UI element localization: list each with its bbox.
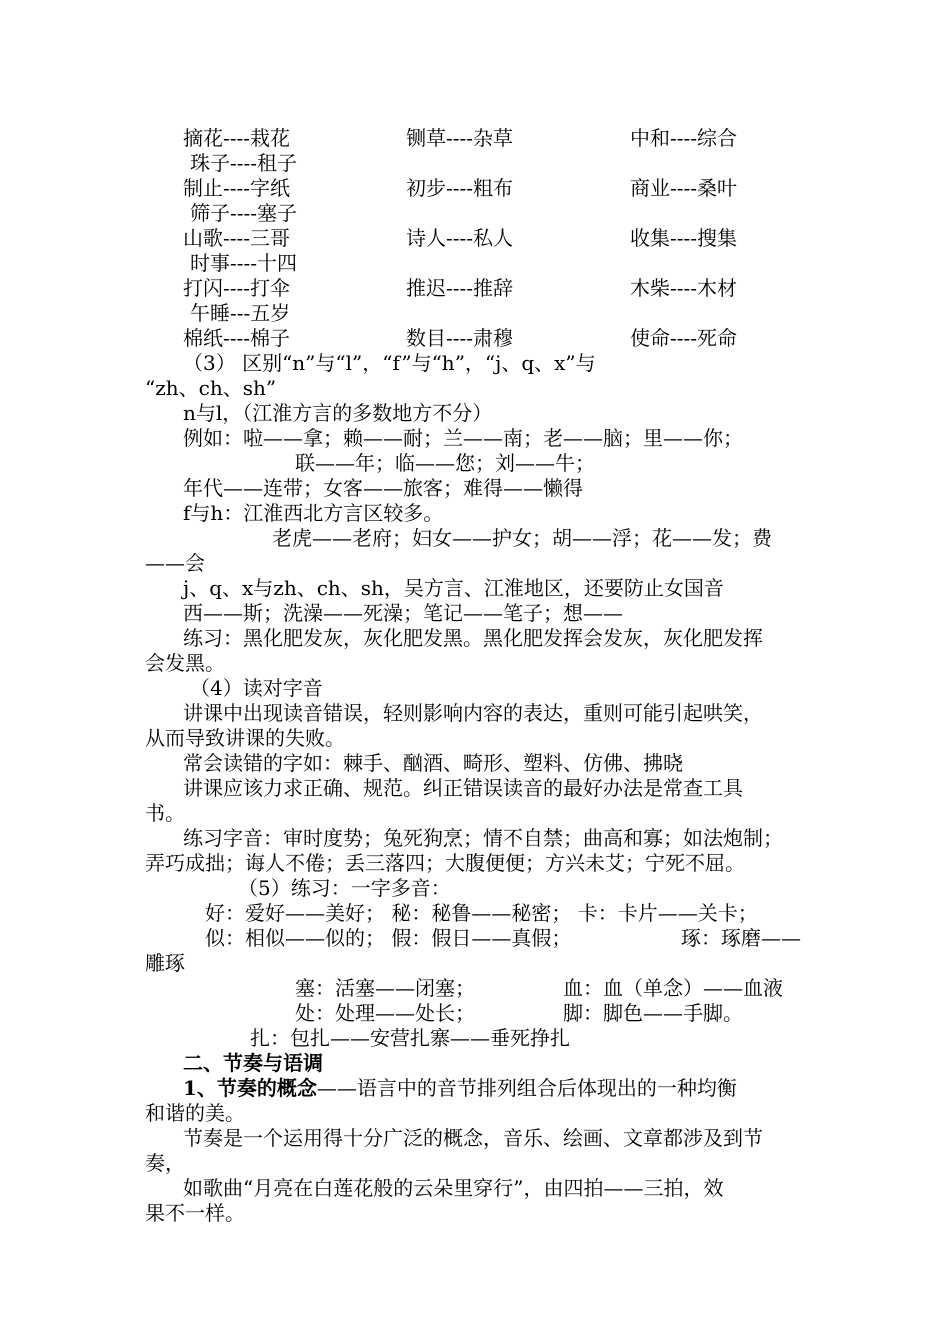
text-line: 西——斯；洗澡——死澡；笔记——笔子；想—— <box>183 601 623 625</box>
text-line: 弄巧成拙；诲人不倦；丢三落四；大腹便便；方兴未艾；宁死不屈。 <box>145 851 745 875</box>
text-line: 和谐的美。 <box>145 1101 245 1125</box>
word-pair: 数目----肃穆 <box>406 326 514 350</box>
text-line: 雕琢 <box>145 951 185 975</box>
text-line: 节奏是一个运用得十分广泛的概念，音乐、绘画、文章都涉及到节 <box>183 1126 763 1150</box>
text-line: ——会 <box>145 551 205 575</box>
word-pair: 棉纸----棉子 <box>183 326 291 350</box>
concept-definition: ——语言中的音节排列组合后体现出的一种均衡 <box>316 1076 737 1100</box>
text-line: 处：处理——处长； <box>295 1001 475 1025</box>
text-line: “zh、ch、sh” <box>145 376 277 400</box>
text-line: 果不一样。 <box>145 1201 245 1225</box>
word-pair: 商业----桑叶 <box>630 176 738 200</box>
text-line: 老虎——老府；妇女——护女；胡——浮；花——发；费 <box>272 526 772 550</box>
word-pair: 时事----十四 <box>190 251 298 275</box>
text-line: 书。 <box>145 801 185 825</box>
section-heading: 二、节奏与语调 <box>183 1051 323 1075</box>
text-line: 好：爱好——美好； 秘：秘鲁——秘密； 卡：卡片——关卡； <box>205 901 758 925</box>
word-pair: 推迟----推辞 <box>406 276 514 300</box>
concept-term: 1、节奏的概念 <box>183 1076 317 1100</box>
word-pair: 木柴----木材 <box>630 276 738 300</box>
word-pair: 诗人----私人 <box>406 226 514 250</box>
word-pair: 使命----死命 <box>630 326 738 350</box>
text-line: 血：血（单念）——血液 <box>563 976 783 1000</box>
word-pair: 摘花----栽花 <box>183 126 291 150</box>
text-line: 扎：包扎——安营扎寨——垂死挣扎 <box>250 1026 570 1050</box>
text-line: 常会读错的字如：棘手、酗酒、畸形、塑料、仿佛、拂晓 <box>183 751 683 775</box>
text-line: 塞：活塞——闭塞； <box>295 976 475 1000</box>
text-line: 脚：脚色——手脚。 <box>563 1001 743 1025</box>
section-heading: （3） 区别“n”与“l”，“f”与“h”，“j、q、x”与 <box>183 351 596 375</box>
word-pair: 初步----粗布 <box>406 176 514 200</box>
text-line: n与l，（江淮方言的多数地方不分） <box>183 401 493 425</box>
text-line: f与h：江淮西北方言区较多。 <box>183 501 444 525</box>
text-line: 联——年；临——您；刘——牛； <box>295 451 595 475</box>
text-line <box>183 1076 737 1101</box>
text-line: 从而导致讲课的失败。 <box>145 726 345 750</box>
text-line: j、q、x与zh、ch、sh，吴方言、江淮地区，还要防止女国音 <box>183 576 724 600</box>
text-line: 讲课中出现读音错误，轻则影响内容的表达，重则可能引起哄笑， <box>183 701 763 725</box>
text-line: 讲课应该力求正确、规范。纠正错误读音的最好办法是常查工具 <box>183 776 743 800</box>
word-pair: 中和----综合 <box>630 126 738 150</box>
text-line: 琢：琢磨—— <box>681 926 801 950</box>
word-pair: 午睡---五岁 <box>190 301 291 325</box>
word-pair: 珠子----租子 <box>190 151 298 175</box>
word-pair: 筛子----塞子 <box>190 201 298 225</box>
section-heading: （5）练习：一字多音： <box>238 876 451 900</box>
word-pair: 打闪----打伞 <box>183 276 291 300</box>
text-line: 如歌曲“月亮在白莲花般的云朵里穿行”，由四拍——三拍，效 <box>183 1176 724 1200</box>
text-line: 似：相似——似的； 假：假日——真假； <box>205 926 572 950</box>
word-pair: 收集----搜集 <box>630 226 738 250</box>
text-line: 练习字音：审时度势；兔死狗烹；情不自禁；曲高和寡；如法炮制； <box>183 826 783 850</box>
text-line: 年代——连带；女客——旅客；难得——懒得 <box>183 476 583 500</box>
word-pair: 制止----字纸 <box>183 176 291 200</box>
text-line: 例如：啦——拿；赖——耐；兰——南；老——脑；里——你； <box>183 426 743 450</box>
text-line: 奏， <box>145 1151 185 1175</box>
word-pair: 铡草----杂草 <box>406 126 514 150</box>
word-pair: 山歌----三哥 <box>183 226 291 250</box>
section-heading: （4）读对字音 <box>190 676 323 700</box>
text-line: 会发黑。 <box>145 651 225 675</box>
text-line: 练习：黑化肥发灰，灰化肥发黑。黑化肥发挥会发灰，灰化肥发挥 <box>183 626 763 650</box>
